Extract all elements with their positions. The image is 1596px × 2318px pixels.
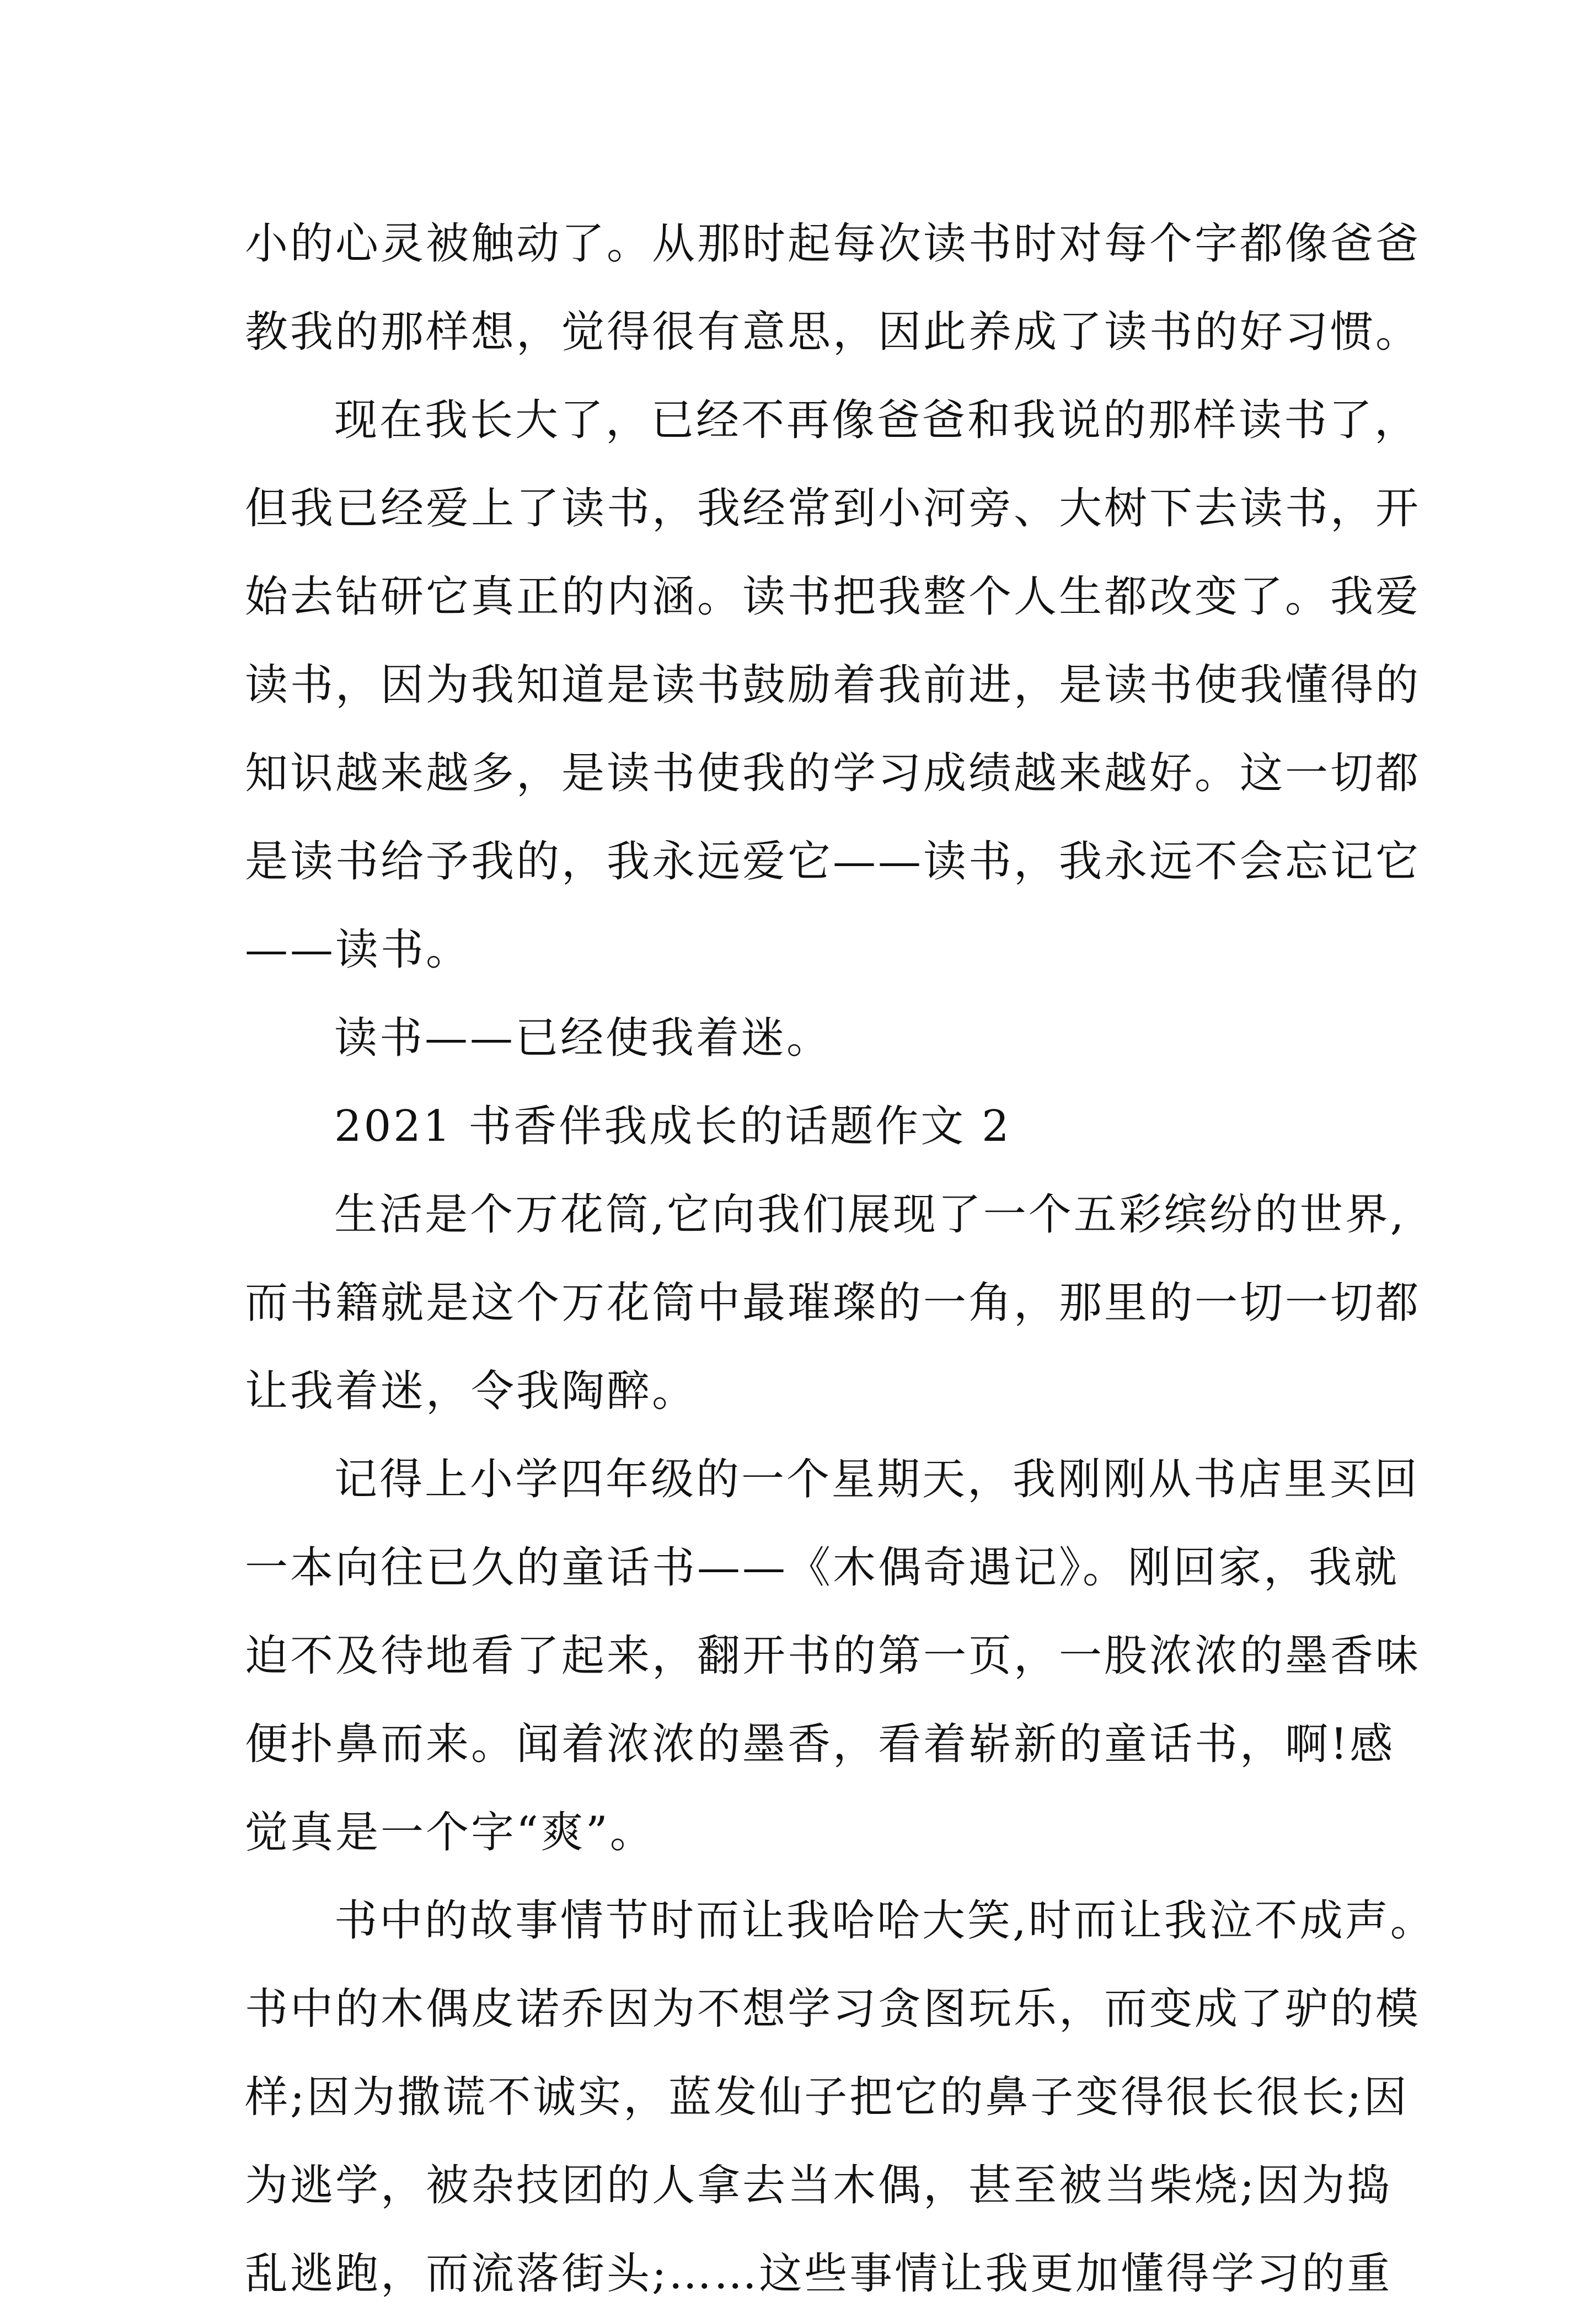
text-line: 小的心灵被触动了。从那时起每次读书时对每个字都像爸爸: [245, 219, 1421, 269]
paragraph-2: [245, 376, 1421, 994]
text-line: ——读书。: [245, 925, 472, 975]
heading-line: 2021 书香伴我成长的话题作文 2: [334, 1102, 1011, 1151]
text-line: 但我已经爱上了读书，我经常到小河旁、大树下去读书，开: [245, 484, 1421, 533]
text-line: 读书——已经使我着迷。: [334, 1013, 832, 1063]
text-line: 样;因为撒谎不诚实，蓝发仙子把它的鼻子变得很长很长;因: [245, 2073, 1409, 2122]
text-line: 觉真是一个字“爽”。: [245, 1808, 655, 1857]
text-line: 便扑鼻而来。闻着浓浓的墨香，看着崭新的童话书，啊!感: [245, 1719, 1395, 1769]
text-line: 始去钻研它真正的内涵。读书把我整个人生都改变了。我爱: [245, 572, 1421, 622]
paragraph-6: [245, 1435, 1421, 1877]
text-line: 为逃学，被杂技团的人拿去当木偶，甚至被当柴烧;因为捣: [245, 2161, 1393, 2210]
essay-heading: [245, 1082, 1370, 1171]
text-line: 书中的木偶皮诺乔因为不想学习贪图玩乐，而变成了驴的模: [245, 1984, 1421, 2034]
text-line: 现在我长大了，已经不再像爸爸和我说的那样读书了，: [334, 396, 1420, 445]
text-line: 而书籍就是这个万花筒中最璀璨的一角，那里的一切一切都: [245, 1278, 1421, 1328]
paragraph-1: [245, 200, 1421, 376]
text-line: 一本向往已久的童话书——《木偶奇遇记》。刚回家，我就: [245, 1543, 1400, 1593]
paragraph-3: [245, 994, 1370, 1082]
text-line: 迫不及待地看了起来，翻开书的第一页，一股浓浓的墨香味: [245, 1631, 1421, 1681]
paragraph-7: [245, 1877, 1436, 2318]
text-line: 读书，因为我知道是读书鼓励着我前进，是读书使我懂得的: [245, 660, 1421, 710]
text-line: 知识越来越多，是读书使我的学习成绩越来越好。这一切都: [245, 749, 1421, 798]
text-line: 教我的那样想，觉得很有意思，因此养成了读书的好习惯。: [245, 307, 1421, 357]
text-line: 书中的故事情节时而让我哈哈大笑,时而让我泣不成声。: [334, 1896, 1436, 1946]
text-line: 是读书给予我的，我永远爱它——读书，我永远不会忘记它: [245, 837, 1421, 886]
text-line: 记得上小学四年级的一个星期天，我刚刚从书店里买回: [334, 1455, 1420, 1504]
text-line: 让我着迷，令我陶醉。: [245, 1366, 698, 1416]
paragraph-5: [245, 1171, 1421, 1435]
text-line: 生活是个万花筒,它向我们展现了一个五彩缤纷的世界,: [334, 1190, 1406, 1240]
document-body: [245, 200, 1436, 2318]
text-line: 乱逃跑，而流落街头;……这些事情让我更加懂得学习的重: [245, 2249, 1393, 2299]
